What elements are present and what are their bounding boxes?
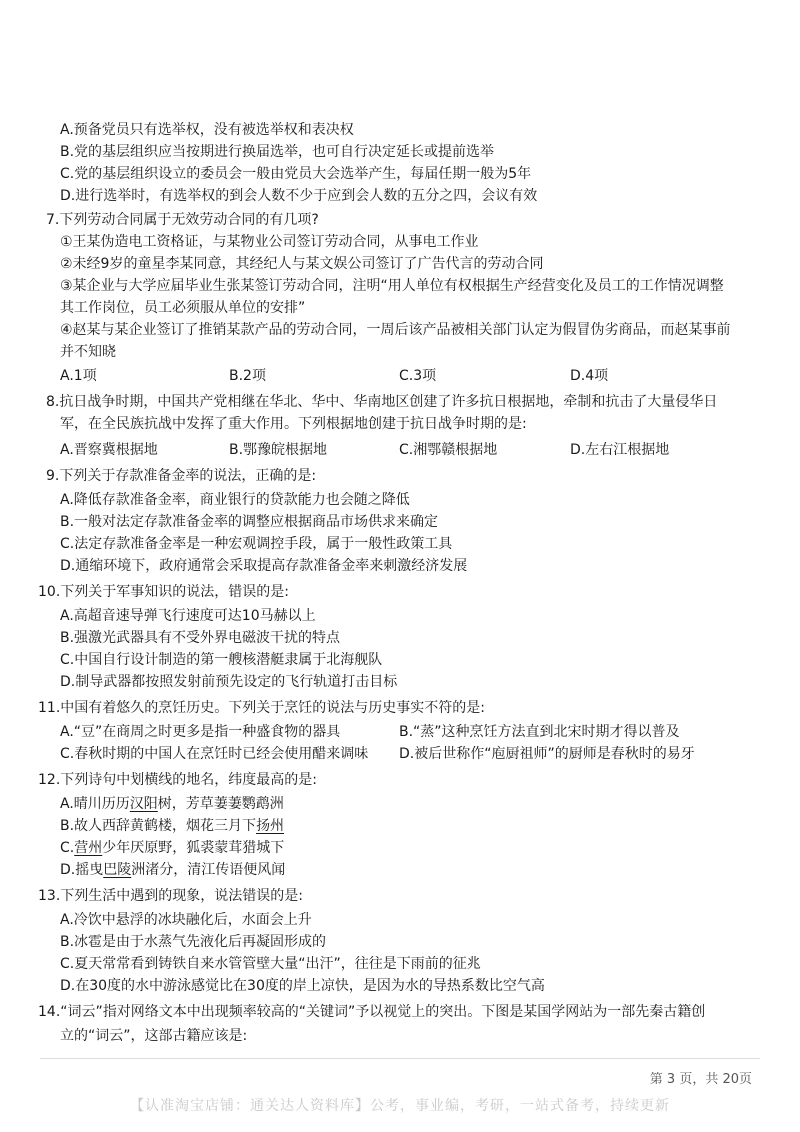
q12-option-b-text: B.故人西辞黄鹤楼，烟花三月下 <box>60 818 257 834</box>
q7-statement-4a: ④赵某与某企业签订了推销某款产品的劳动合同，一周后该产品被相关部门认定为假冒伪劣商品，而赵某事前 <box>60 322 731 338</box>
q10-option-c: C.中国自行设计制造的第一艘核潜艇隶属于北海舰队 <box>60 652 383 668</box>
q12-option-c-label: C. <box>60 840 75 856</box>
q13-option-d: D.在30度的水中游泳感觉比在30度的岸上凉快，是因为水的导热系数比空气高 <box>60 978 545 994</box>
q9-option-b: B.一般对法定存款准备金率的调整应根据商品市场供求来确定 <box>60 514 439 530</box>
q7-option-c: C.3项 <box>399 368 437 384</box>
q12-option-a-text: A.晴川历历 <box>60 796 130 812</box>
page-number: 第 3 页，共 20页 <box>649 1072 752 1087</box>
q14-stem-line2: 立的“词云”，这部古籍应该是: <box>60 1028 248 1044</box>
q12-underlined-place-d: 巴陵 <box>103 862 132 878</box>
q13-stem: 13.下列生活中遇到的现象，说法错误的是: <box>38 888 303 904</box>
q9-option-a: A.降低存款准备金率，商业银行的贷款能力也会随之降低 <box>60 492 410 508</box>
q11-option-c: C.春秋时期的中国人在烹饪时已经会使用醋来调味 <box>60 746 369 762</box>
q12-option-a <box>60 794 284 814</box>
q8-stem-line2: 军，在全民族抗战中发挥了重大作用。下列根据地创建于抗日战争时期的是: <box>60 416 527 432</box>
q6-option-a: A.预备党员只有选举权，没有被选举权和表决权 <box>60 122 354 138</box>
q6-option-b: B.党的基层组织应当按期进行换届选举，也可自行决定延长或提前选举 <box>60 144 495 160</box>
q8-option-b: B.鄂豫皖根据地 <box>229 442 328 458</box>
q14-stem-line1: 14.“词云”指对网络文本中出现频率较高的“关键词”予以视觉上的突出。下图是某国学网站为一部先秦古籍创 <box>38 1004 706 1020</box>
q8-option-a: A.晋察冀根据地 <box>60 442 158 458</box>
q7-option-d: D.4项 <box>570 368 609 384</box>
q11-option-d: D.被后世称作“庖厨祖师”的厨师是春秋时的易牙 <box>399 746 695 762</box>
q12-option-a-rest: 树，芳草萋萋鹦鹉洲 <box>157 796 284 812</box>
watermark-text: 【认准淘宝店铺：通关达人资料库】公考，事业编，考研，一站式备考，持续更新 <box>130 1098 670 1114</box>
q10-option-d: D.制导武器都按照发射前预先设定的飞行轨道打击目标 <box>60 674 398 690</box>
footer-divider <box>40 1058 760 1059</box>
q12-option-d-text: D.摇曳 <box>60 862 104 878</box>
q7-option-b: B.2项 <box>229 368 266 384</box>
q7-statement-1: ①王某伪造电工资格证，与某物业公司签订劳动合同，从事电工作业 <box>60 234 479 250</box>
q8-option-d: D.左右江根据地 <box>570 442 670 458</box>
q8-stem-line1: 8.抗日战争时期，中国共产党相继在华北、华中、华南地区创建了许多抗日根据地，牵制和抗击了大量侵华日 <box>46 394 718 410</box>
q12-underlined-place-a: 汉阳 <box>129 796 158 812</box>
q11-stem: 11.中国有着悠久的烹饪历史。下列关于烹饪的说法与历史事实不符的是: <box>38 700 485 716</box>
q12-underlined-place-c: 营州 <box>74 840 103 856</box>
q7-statement-3b: 其工作岗位，员工必须服从单位的安排” <box>60 300 306 316</box>
q9-option-c: C.法定存款准备金率是一种宏观调控手段，属于一般性政策工具 <box>60 536 453 552</box>
q6-option-c: C.党的基层组织设立的委员会一般由党员大会选举产生，每届任期一般为5年 <box>60 166 532 182</box>
q13-option-a: A.冷饮中悬浮的冰块融化后，水面会上升 <box>60 912 312 928</box>
q7-statement-2: ②未经9岁的童星李某同意，其经纪人与某文娱公司签订了广告代言的劳动合同 <box>60 256 544 272</box>
q6-option-d: D.进行选举时，有选举权的到会人数不少于应到会人数的五分之四，会议有效 <box>60 188 538 204</box>
q7-statement-4b: 并不知晓 <box>60 344 116 360</box>
q11-option-a: A.“豆”在商周之时更多是指一种盛食物的器具 <box>60 724 341 740</box>
q7-stem: 7.下列劳动合同属于无效劳动合同的有几项? <box>46 212 319 228</box>
q7-option-a: A.1项 <box>60 368 97 384</box>
q12-underlined-place-b: 扬州 <box>256 818 285 834</box>
q10-option-a: A.高超音速导弹飞行速度可达10马赫以上 <box>60 608 316 624</box>
q7-statement-3a: ③某企业与大学应届毕业生张某签订劳动合同，注明“用人单位有权根据生产经营变化及员工的工作情况调整 <box>60 278 724 294</box>
q10-stem: 10.下列关于军事知识的说法，错误的是: <box>38 584 289 600</box>
q9-stem: 9.下列关于存款准备金率的说法，正确的是: <box>46 468 317 484</box>
q11-option-b: B.“蒸”这种烹饪方法直到北宋时期才得以普及 <box>399 724 680 740</box>
q9-option-d: D.通缩环境下，政府通常会采取提高存款准备金率来刺激经济发展 <box>60 558 468 574</box>
q12-option-c <box>60 838 284 858</box>
q8-option-c: C.湘鄂赣根据地 <box>399 442 498 458</box>
q12-option-d-rest: 洲渚分，清江传语便风闻 <box>131 862 286 878</box>
q12-stem: 12.下列诗句中划横线的地名，纬度最高的是: <box>38 772 317 788</box>
q13-option-b: B.冰雹是由于水蒸气先液化后再凝固形成的 <box>60 934 327 950</box>
q12-option-b <box>60 816 284 836</box>
q12-option-d <box>60 860 285 880</box>
q10-option-b: B.强激光武器具有不受外界电磁波干扰的特点 <box>60 630 341 646</box>
q13-option-c: C.夏天常常看到铸铁自来水管管壁大量“出汗”，往往是下雨前的征兆 <box>60 956 481 972</box>
q12-option-c-rest: 少年厌原野，狐裘蒙茸猎城下 <box>102 840 285 856</box>
